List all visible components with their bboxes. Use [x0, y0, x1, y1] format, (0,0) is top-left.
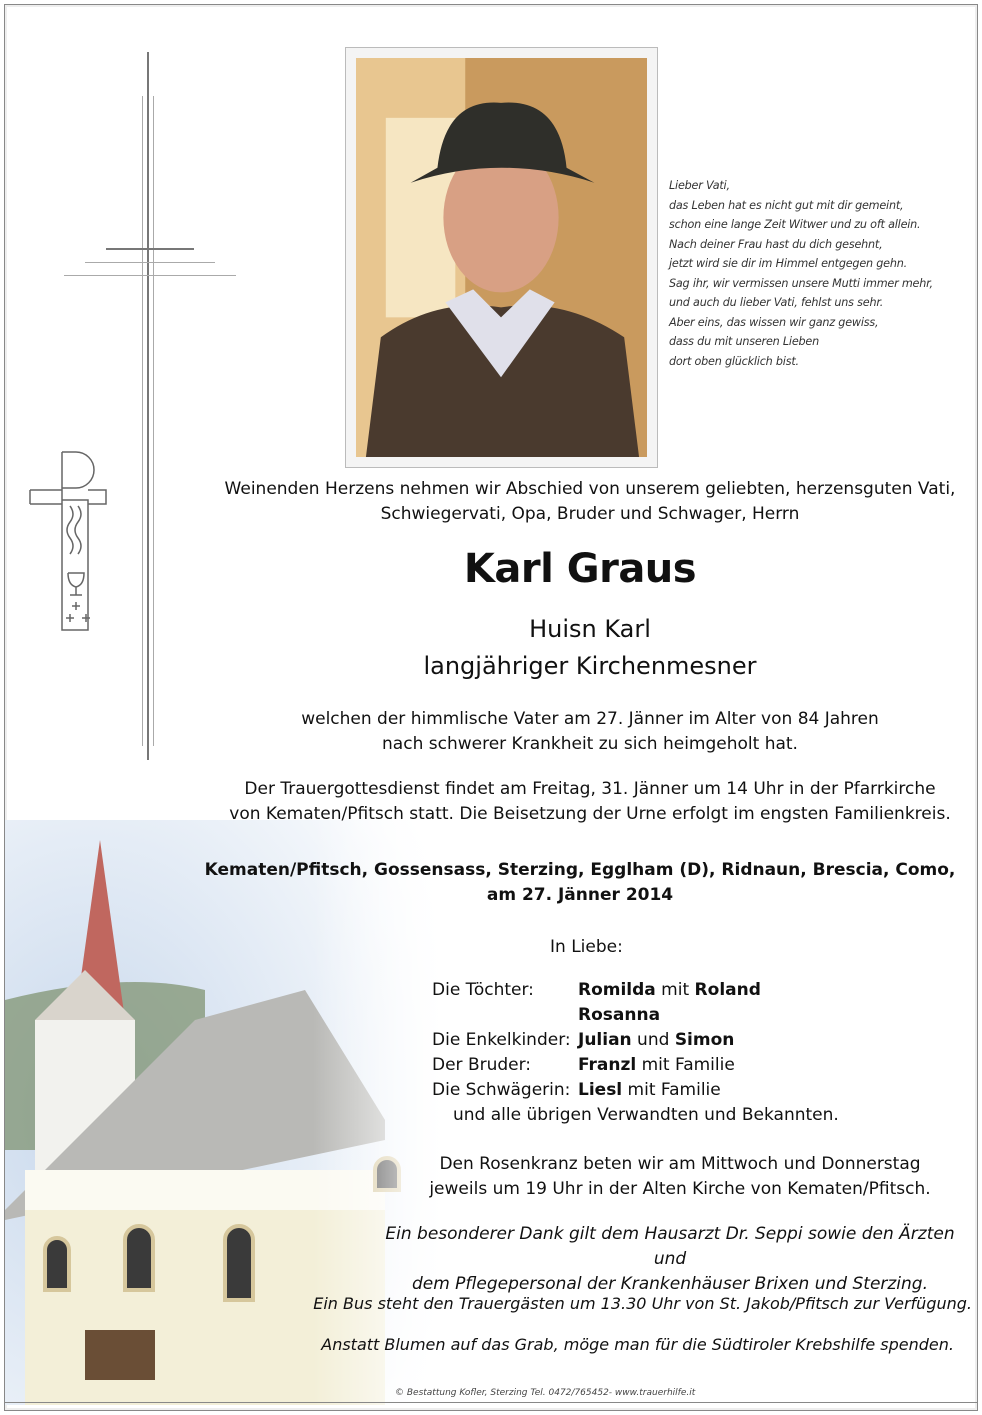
family-row: [432, 1053, 761, 1078]
portrait-photo: [345, 47, 658, 468]
poem-line: Lieber Vati,: [669, 179, 730, 192]
family-relation: Die Schwägerin:: [432, 1080, 571, 1100]
poem-line: jetzt wird sie dir im Himmel entgegen gehn.: [669, 257, 907, 270]
family-name-part: mit Familie: [636, 1055, 735, 1075]
footer-credit: © Bestattung Kofler, Sterzing Tel. 0472/765452- www.trauerhilfe.it: [395, 1388, 696, 1398]
family-row: [432, 1003, 761, 1028]
family-names: [578, 978, 761, 1003]
family-names: [578, 1003, 660, 1028]
family-row: [432, 1078, 761, 1103]
family-name-part: Franzl: [578, 1055, 637, 1075]
nickname: Huisn Karl: [529, 615, 651, 643]
deceased-name: Karl Graus: [463, 546, 697, 592]
family-names: [578, 1028, 734, 1053]
poem-line: dort oben glücklich bist.: [669, 354, 799, 368]
bus-notice: Ein Bus steht den Trauergästen um 13.30 Uhr von St. Jakob/Pfitsch zur Verfügung.: [313, 1294, 972, 1313]
poem-line: Sag ihr, wir vermissen unsere Mutti immer mehr,: [669, 276, 933, 290]
chi-rho-symbol-icon: [28, 448, 108, 633]
family-names: [578, 1078, 721, 1103]
places-date: Kematen/Pfitsch, Gossensass, Sterzing, Egglham (D), Ridnaun, Brescia, Como, am 27. Jänner 2014: [204, 860, 956, 905]
family-name-part: Julian: [578, 1030, 632, 1050]
poem-line: schon eine lange Zeit Witwer und zu oft allein.: [669, 218, 921, 231]
rosary-notice: Den Rosenkranz beten wir am Mittwoch und Donnerstag jeweils um 19 Uhr in der Alten Kirche von Kematen/Pfitsch.: [429, 1154, 931, 1199]
service-notice: Der Trauergottesdienst findet am Freitag, 31. Jänner um 14 Uhr in der Pfarrkirche von Kematen/Pfitsch statt. Die Beisetzung der Urne erfolgt im engsten Familienkreis.: [229, 779, 951, 824]
others-text: und alle übrigen Verwandten und Bekannten.: [453, 1105, 839, 1125]
flowers-notice: Anstatt Blumen auf das Grab, möge man für die Südtiroler Krebshilfe spenden.: [321, 1335, 954, 1354]
family-relation: Die Enkelkinder:: [432, 1030, 571, 1050]
family-name-part: Roland: [694, 980, 761, 1000]
family-name-part: Liesl: [578, 1080, 623, 1100]
footer-divider: [5, 1402, 977, 1403]
poem: [669, 176, 933, 371]
family-relation: Der Bruder:: [432, 1055, 532, 1075]
family-name-part: mit Familie: [622, 1080, 721, 1100]
family-list: [432, 978, 761, 1103]
poem-line: Aber eins, das wissen wir ganz gewiss,: [669, 315, 879, 329]
family-relation: Die Töchter:: [432, 980, 534, 1000]
family-row: [432, 978, 761, 1003]
poem-line: dass du mit unseren Lieben: [669, 335, 819, 348]
family-name-part: und: [631, 1030, 675, 1050]
poem-line: Nach deiner Frau hast du dich gesehnt,: [669, 237, 883, 251]
family-row: [432, 1028, 761, 1053]
family-names: [578, 1053, 735, 1078]
intro-text: Weinenden Herzens nehmen wir Abschied von unserem geliebten, herzensguten Vati, Schwiegervati, Opa, Bruder und Schwager, Herrn: [224, 479, 956, 524]
poem-line: und auch du lieber Vati, fehlst uns sehr.: [669, 296, 884, 309]
family-relation: [432, 1003, 578, 1028]
role: langjähriger Kirchenmesner: [423, 652, 757, 680]
thanks-notice: Ein besonderer Dank gilt dem Hausarzt Dr. Seppi sowie den Ärzten und dem Pflegepersonal der Krankenhäuser Brixen und Sterzing.: [385, 1224, 955, 1294]
family-name-part: Simon: [674, 1030, 735, 1050]
family-name-part: mit: [655, 980, 695, 1000]
poem-line: das Leben hat es nicht gut mit dir gemeint,: [669, 198, 904, 212]
family-name-part: Rosanna: [578, 1005, 661, 1025]
in-love-label: In Liebe:: [550, 937, 623, 957]
family-name-part: Romilda: [578, 980, 656, 1000]
death-notice: welchen der himmlische Vater am 27. Jänner im Alter von 84 Jahren nach schwerer Krankheit zu sich heimgeholt hat.: [301, 709, 879, 754]
